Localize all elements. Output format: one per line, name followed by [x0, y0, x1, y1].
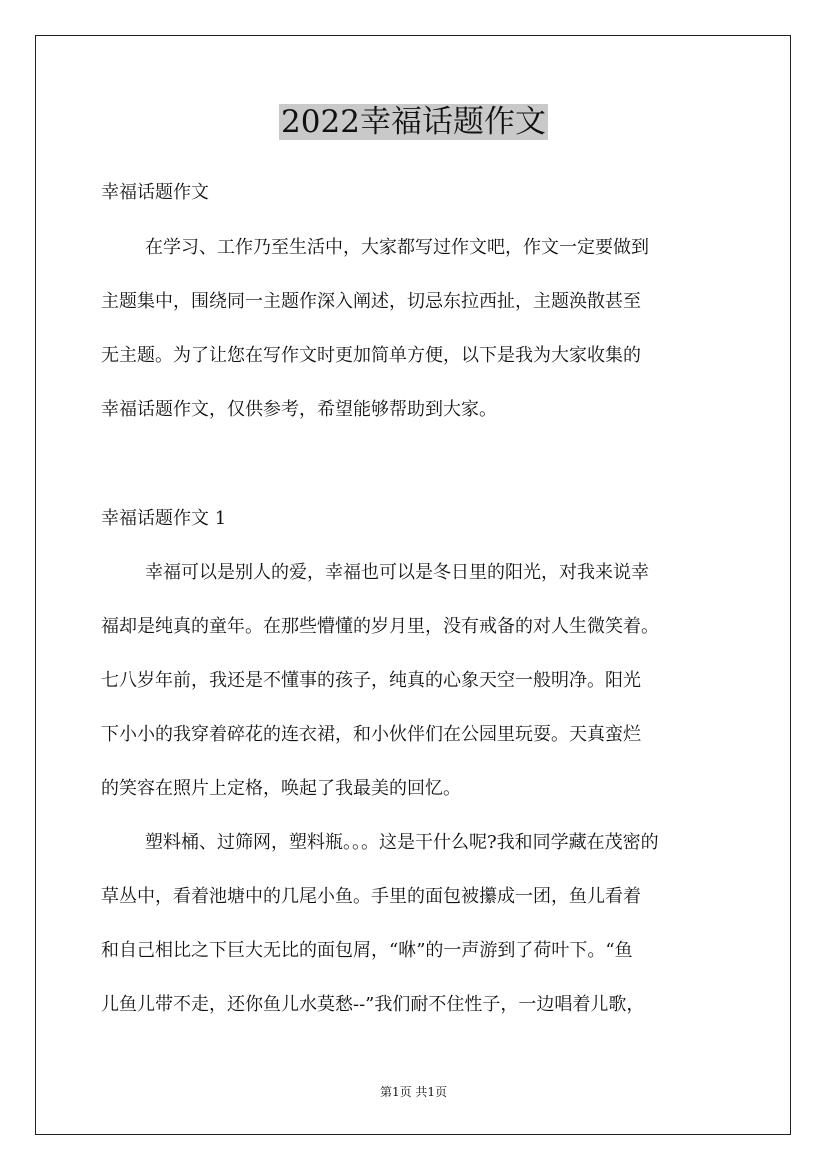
essay1-para2-line: 塑料桶、过筛网，塑料瓶。。。这是干什么呢?我和同学藏在茂密的 [145, 832, 659, 853]
document-title-text: 2022幸福话题作文 [281, 104, 546, 140]
document-title [0, 102, 827, 142]
intro-heading: 幸福话题作文 [101, 182, 209, 203]
essay1-para1-line: 七八岁年前，我还是不懂事的孩子，纯真的心象天空一般明净。阳光 [101, 670, 641, 691]
intro-line: 无主题。为了让您在写作文时更加简单方便，以下是我为大家收集的 [101, 345, 641, 366]
intro-line: 在学习、工作乃至生活中，大家都写过作文吧，作文一定要做到 [145, 237, 649, 258]
essay1-para1-line: 幸福可以是别人的爱，幸福也可以是冬日里的阳光，对我来说幸 [145, 562, 649, 583]
intro-line: 幸福话题作文，仅供参考，希望能够帮助到大家。 [101, 399, 497, 420]
essay1-para1-line: 福却是纯真的童年。在那些懵懂的岁月里，没有戒备的对人生微笑着。 [101, 616, 659, 637]
essay1-para1-line: 的笑容在照片上定格，唤起了我最美的回忆。 [101, 778, 461, 799]
essay1-para2-line: 和自己相比之下巨大无比的面包屑，“咻”的一声游到了荷叶下。“鱼 [101, 940, 633, 961]
page-footer: 第1页 共1页 [379, 1085, 448, 1099]
intro-line: 主题集中，围绕同一主题作深入阐述，切忌东拉西扯，主题涣散甚至 [101, 291, 641, 312]
essay1-para2-line: 草丛中，看着池塘中的几尾小鱼。手里的面包被攥成一团，鱼儿看着 [101, 886, 641, 907]
essay1-para2-line: 儿鱼儿带不走，还你鱼儿水莫愁--”我们耐不住性子，一边唱着儿歌， [101, 994, 645, 1015]
essay1-para1-line: 下小小的我穿着碎花的连衣裙，和小伙伴们在公园里玩耍。天真蛮烂 [101, 724, 641, 745]
essay1-heading: 幸福话题作文 1 [101, 508, 227, 529]
